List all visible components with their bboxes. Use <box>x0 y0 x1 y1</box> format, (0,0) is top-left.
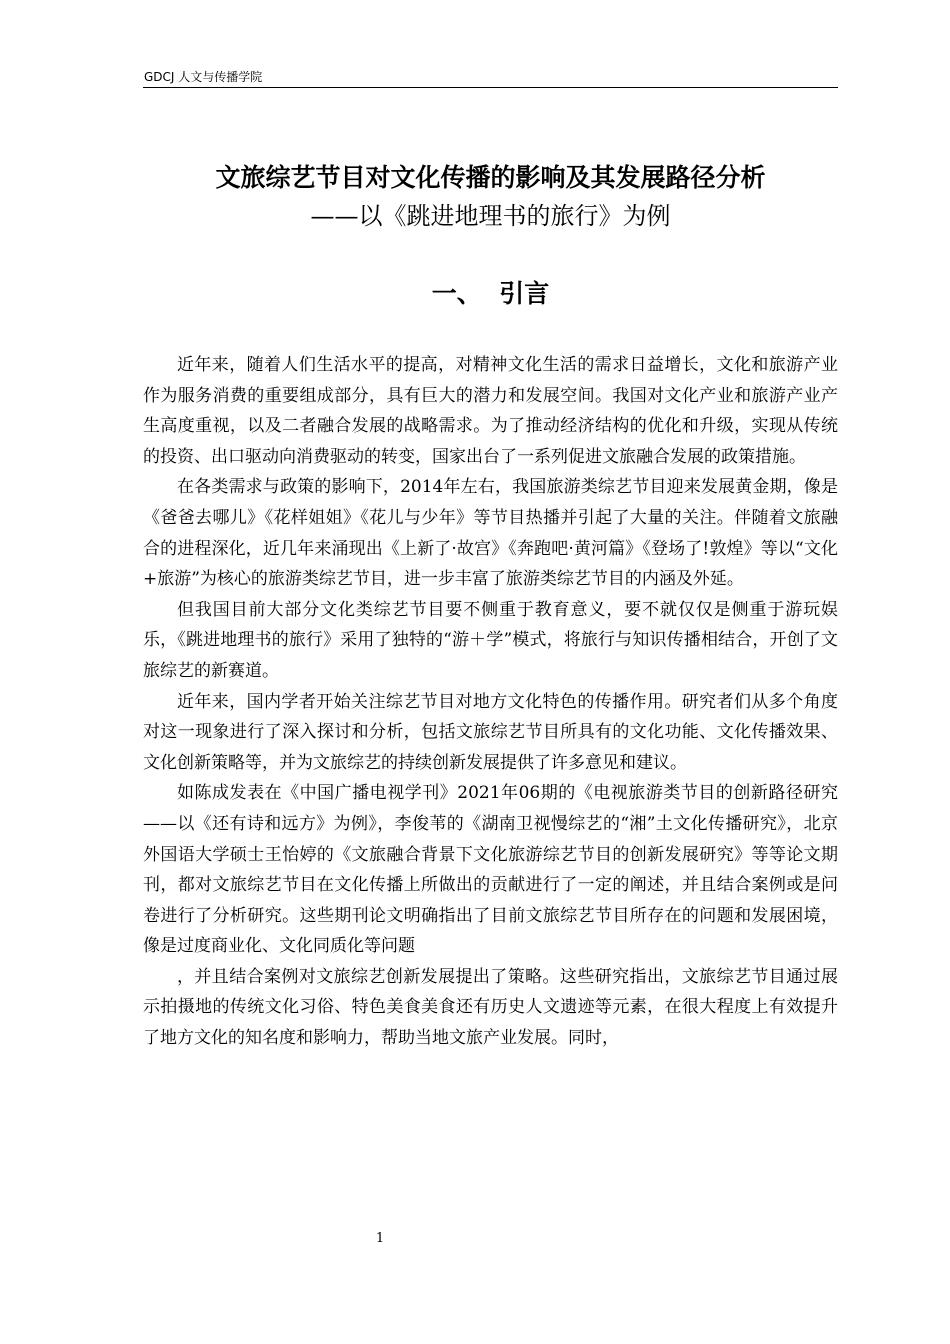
document-title: 文旅综艺节目对文化传播的影响及其发展路径分析 <box>215 163 766 192</box>
paragraph-3: 但我国目前大部分文化类综艺节目要不侧重于教育意义，要不就仅仅是侧重于游玩娱乐，《跳进地理书的旅行》采用了独特的“游＋学”模式，将旅行与知识传播相结合，开创了文旅综艺的新赛道。 <box>143 599 838 681</box>
section-heading-introduction: 一、 引言 <box>431 279 550 308</box>
paragraph-2: 在各类需求与政策的影响下，2014年左右，我国旅游类综艺节目迎来发展黄金期，像是《爸爸去哪儿》《花样姐姐》《花儿与少年》等节目热播并引起了大量的关注。伴随着文旅融合的进程深化，近几年来涌现出《上新了·故宫》《奔跑吧·黄河篇》《登场了!敦煌》等以“文化+旅游”为核心的旅游类综艺节目，进一步丰富了旅游类综艺节目的内涵及外延。 <box>143 477 838 590</box>
page-header <box>143 68 838 88</box>
paragraph-4: 近年来，国内学者开始关注综艺节目对地方文化特色的传播作用。研究者们从多个角度对这一现象进行了深入探讨和分析，包括文旅综艺节目所具有的文化功能、文化传播效果、文化创新策略等，并为文旅综艺的持续创新发展提供了许多意见和建议。 <box>143 691 838 773</box>
paragraph-1: 近年来，随着人们生活水平的提高，对精神文化生活的需求日益增长，文化和旅游产业作为服务消费的重要组成部分，具有巨大的潜力和发展空间。我国对文化产业和旅游产业产生高度重视，以及二者融合发展的战略需求。为了推动经济结构的优化和升级，实现从传统的投资、出口驱动向消费驱动的转变，国家出台了一系列促进文旅融合发展的政策措施。 <box>143 355 838 467</box>
body-text <box>143 350 838 1054</box>
header-text: GDCJ 人文与传播学院 <box>144 70 263 84</box>
document-subtitle: ——以《跳进地理书的旅行》为例 <box>310 202 671 230</box>
paragraph-5: 如陈成发表在《中国广播电视学刊》2021年06期的《电视旅游类节目的创新路径研究——以《还有诗和远方》为例》，李俊苇的《湖南卫视慢综艺的“湘”土文化传播研究》，北京外国语大学硕士王怡婷的《文旅融合背景下文化旅游综艺节目的创新发展研究》等等论文期刊，都对文旅综艺节目在文化传播上所做出的贡献进行了一定的阐述，并且结合案例或是问卷进行了分析研究。这些期刊论文明确指出了目前文旅综艺节目所存在的问题和发展困境，像是过度商业化、文化同质化等问题 <box>143 783 838 957</box>
paragraph-6: ，并且结合案例对文旅综艺创新发展提出了策略。这些研究指出，文旅综艺节目通过展示拍摄地的传统文化习俗、特色美食美食还有历史人文遗迹等元素，在很大程度上有效提升了地方文化的知名度和影响力，帮助当地文旅产业发展。同时， <box>143 966 838 1049</box>
page-number: 1 <box>375 1231 385 1246</box>
